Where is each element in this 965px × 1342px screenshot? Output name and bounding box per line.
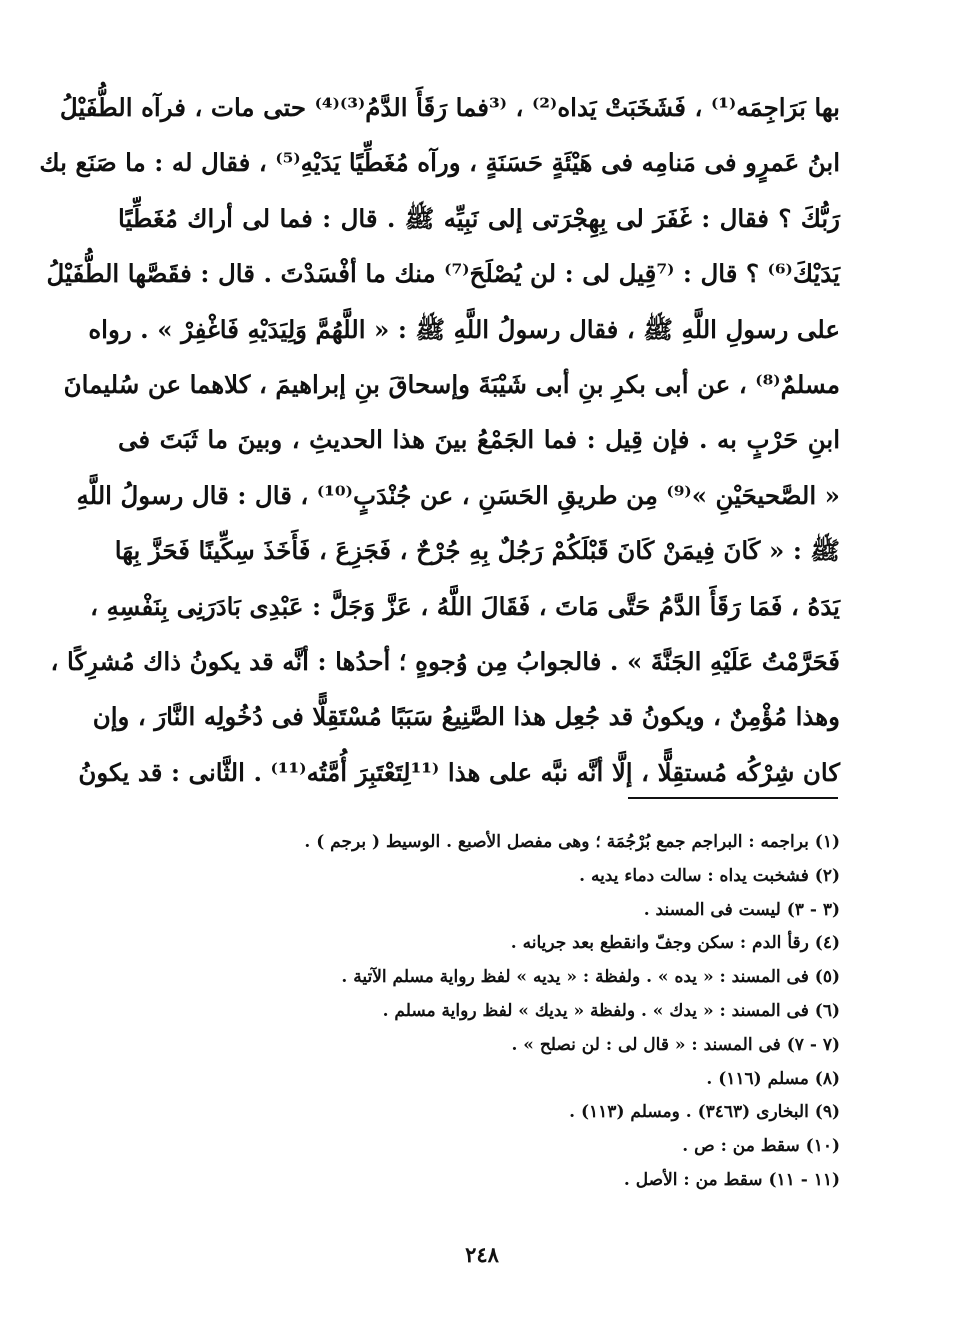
text-line-12: وهذا مُؤْمِنٌ ، ويكونُ قد جُعِل هذا الصَّنِيعُ سَبَبًا مُسْتَقِلًّا فى دُخُولِه النَّارَ ، وإن [92,702,840,732]
footnote-separator [628,797,838,799]
text-line-5: على رسولِ اللَّهِ ﷺ ، فقال رسولُ اللَّهِ ﷺ : « اللَّهُمَّ وَلِيَدَيْهِ فَاغْفِرْ » . رواه [88,314,840,344]
footnotes-section [118,826,840,1198]
text-line-2: ابنُ عَمرٍو فى مَنامِه فى هَيْئَةٍ حَسَنَةٍ ، ورآه مُغَطِّيًا يَدَيْهِ⁽⁵⁾ ، فقال له : ما صَنَع بك [39,148,840,178]
footnote-8: (٨) مسلم (١١٦) . [706,1068,840,1089]
text-line-8: « الصَّحيحَيْنِ »⁽⁹⁾ مِن طريقِ الحَسَنِ ، عن جُنْدَبٍ⁽¹⁰⁾ ، قال : قال رسولُ اللَّهِ [76,480,840,510]
text-line-3: رَبُّكَ ؟ فقال : غَفَرَ لى بِهِجْرَتى إلى نَبِيِّه ﷺ . قال : فما لى أراك مُغَطِّيًا [118,203,840,233]
text-line-1: بها بَرَاجِمَه⁽¹⁾ ، فَشَخَبَتْ يَداه⁽²⁾ ، ⁽³فما رَقَأَ الدَّمُ⁽³⁾⁽⁴⁾ حتى مات ، فرآه الطُّفَيْلُ [59,93,840,122]
text-line-13: كان شِرْكُه مُستقِلًّا ، إلَّا أنَّه نبَّه على هذا ⁽¹¹لِتَعْتَبِرَ أُمَّتُه⁽¹¹⁾ . الثَّانى : قد يكونُ [78,757,840,787]
text-line-4: يَدَيْكَ⁽⁶⁾ ؟ قال : ⁽⁷قِيل لى : لن يُصْلَحَ⁽⁷⁾ منك ما أفْسَدْتَ . قال : فقَصَّها الطُّفَيْلُ [46,259,840,289]
main-text-body [39,80,840,800]
footnote-11: (١١ - ١١) سقط من : الأصل . [623,1169,840,1190]
text-line-10: يَدَهُ ، فَمَا رَقَأَ الدَّمُ حَتَّى مَاتَ ، فَقَالَ اللَّهُ ، عَزَّ وَجَلَّ : عَبْدِى بَادَرَنِى بِنَفْسِهِ ، [90,591,840,621]
footnote-10: (١٠) سقط من : ص . [682,1136,840,1157]
text-line-11: فَحَرَّمْتُ عَلَيْهِ الجَنَّةَ » . فالجوابُ مِن وُجوهٍ ؛ أحدُها : أنَّه قد يكونُ ذاك مُشرِكًا ، [50,646,840,676]
footnote-3: (٣ - ٣) ليست فى المسند . [643,899,840,920]
footnote-7: (٧ - ٧) فى المسند : « قال لى : لن نصلح » . [511,1034,840,1055]
page-number: ٢٤٨ [465,1242,499,1267]
footnote-5: (٥) فى المسند : « يده » . ولفظة : « يديه » لفظ رواية مسلم الآتية . [341,967,840,988]
text-line-9: ﷺ : « كَانَ فِيمَنْ كَانَ قَبْلَكُمْ رَجُلٌ بِهِ جُرْحٌ ، فَجَزِعَ ، فَأَخَذَ سِكِّينًا فَحَزَّ بِهَا [114,536,840,566]
footnote-2: (٢) فشخبت يداه : سالت دماء يديه . [579,865,840,886]
footnote-6: (٦) فى المسند : « يدك » . ولفظة « يديك » لفظ رواية مسلم . [382,1000,840,1021]
text-line-6: مسلمٌ⁽⁸⁾ ، عن أبى بكرِ بنِ أبى شَيْبَةَ وإسحاقَ بنِ إبراهيمَ ، كلاهما عن سُليمانَ [63,369,840,399]
footnote-1: (١) براجمه : البراجم جمع بُرْجُمَة ؛ وهى مفصل الأصبع . الوسيط ( برجم ) . [304,832,840,852]
footnote-9: (٩) البخارى (٣٤٦٣) . ومسلم (١١٣) . [569,1102,840,1123]
text-line-7: ابنِ حَرْبٍ به . فإن قِيل : فما الجَمْعُ بينَ هذا الحديثِ ، وبينَ ما ثَبَتَ فى [118,425,840,455]
footnote-4: (٤) رقأ الدم : سكن وجفّ وانقطع بعد جريانه . [510,933,840,954]
